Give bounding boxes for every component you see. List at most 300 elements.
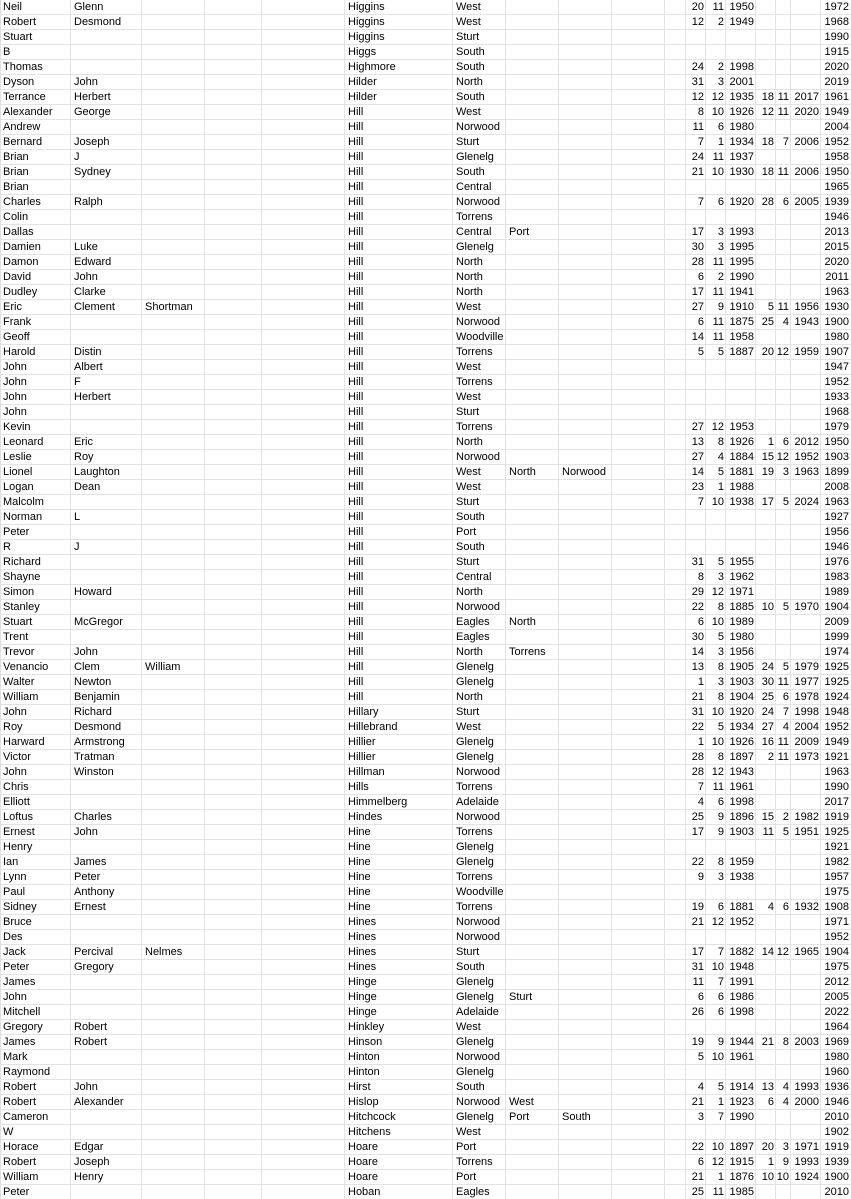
death-day-cell[interactable] — [756, 255, 776, 269]
birth-month-cell[interactable]: 2 — [717, 271, 724, 283]
club-2-cell[interactable] — [506, 1020, 559, 1034]
death-month-cell[interactable] — [776, 420, 791, 434]
birth-year-cell[interactable]: 1980 — [729, 631, 754, 643]
birth-month-cell[interactable]: 3 — [717, 646, 724, 658]
birth-year-cell[interactable]: 1956 — [729, 646, 754, 658]
club-cell[interactable]: Sturt — [456, 136, 480, 148]
surname-cell[interactable]: Hill — [348, 676, 364, 688]
third-name-cell[interactable] — [142, 345, 205, 359]
third-name-cell[interactable] — [142, 840, 205, 854]
club-2-cell[interactable] — [506, 180, 559, 194]
death-month-cell[interactable] — [776, 375, 791, 389]
debut-year-cell[interactable]: 1921 — [824, 751, 849, 763]
death-month-cell[interactable]: 4 — [782, 721, 789, 733]
death-year-cell[interactable]: 2012 — [794, 436, 819, 448]
club-2-cell[interactable]: Port — [509, 226, 530, 238]
surname-cell[interactable]: Hill — [348, 541, 364, 553]
death-day-cell[interactable] — [756, 540, 776, 554]
death-month-cell[interactable] — [776, 630, 791, 644]
surname-cell[interactable]: Hill — [348, 121, 364, 133]
birth-year-cell[interactable]: 1915 — [729, 1156, 754, 1168]
birth-month-cell[interactable] — [706, 510, 726, 524]
club-3-cell[interactable] — [559, 930, 612, 944]
death-year-cell[interactable]: 2006 — [794, 136, 819, 148]
club-3-cell[interactable] — [559, 840, 612, 854]
club-cell[interactable]: Glenelg — [456, 736, 494, 748]
club-cell[interactable]: Sturt — [456, 706, 480, 718]
birth-year-cell[interactable]: 1985 — [729, 1186, 754, 1198]
death-month-cell[interactable] — [776, 30, 791, 44]
debut-year-cell[interactable]: 2011 — [825, 271, 849, 283]
middle-name-cell[interactable]: Dean — [74, 481, 101, 493]
birth-year-cell[interactable] — [726, 180, 756, 194]
club-3-cell[interactable] — [559, 300, 612, 314]
death-month-cell[interactable]: 2 — [782, 811, 789, 823]
third-name-cell[interactable] — [142, 495, 205, 509]
death-day-cell[interactable]: 17 — [761, 496, 774, 508]
death-day-cell[interactable] — [756, 1050, 776, 1064]
birth-year-cell[interactable] — [726, 525, 756, 539]
birth-month-cell[interactable] — [706, 405, 726, 419]
club-2-cell[interactable] — [506, 420, 559, 434]
club-2-cell[interactable] — [506, 975, 559, 989]
club-cell[interactable]: West — [456, 391, 481, 403]
birth-year-cell[interactable]: 1961 — [729, 1051, 754, 1063]
middle-name-cell[interactable]: Glenn — [74, 1, 104, 13]
death-year-cell[interactable] — [791, 990, 821, 1004]
birth-month-cell[interactable]: 5 — [717, 346, 724, 358]
middle-name-cell[interactable]: Alexander — [74, 1096, 124, 1108]
birth-day-cell[interactable]: 21 — [691, 916, 704, 928]
club-cell[interactable]: Sturt — [456, 406, 480, 418]
club-cell[interactable]: Norwood — [456, 811, 501, 823]
first-name-cell[interactable]: Logan — [3, 481, 34, 493]
death-year-cell[interactable] — [791, 225, 821, 239]
death-year-cell[interactable] — [791, 975, 821, 989]
middle-name-cell[interactable]: Anthony — [74, 886, 115, 898]
death-day-cell[interactable] — [756, 15, 776, 29]
club-2-cell[interactable] — [506, 660, 559, 674]
birth-month-cell[interactable]: 8 — [717, 751, 724, 763]
middle-name-cell[interactable]: F — [74, 376, 81, 388]
debut-year-cell[interactable]: 1949 — [824, 736, 849, 748]
third-name-cell[interactable] — [142, 195, 205, 209]
middle-name-cell[interactable] — [71, 930, 142, 944]
club-2-cell[interactable] — [506, 690, 559, 704]
middle-name-cell[interactable]: Peter — [74, 871, 101, 883]
death-month-cell[interactable] — [776, 870, 791, 884]
birth-year-cell[interactable]: 1937 — [729, 151, 754, 163]
middle-name-cell[interactable]: Robert — [74, 1021, 108, 1033]
club-3-cell[interactable] — [559, 240, 612, 254]
death-day-cell[interactable]: 28 — [761, 196, 774, 208]
third-name-cell[interactable] — [142, 615, 205, 629]
birth-day-cell[interactable]: 11 — [692, 976, 704, 988]
debut-year-cell[interactable]: 1965 — [824, 181, 849, 193]
death-month-cell[interactable] — [776, 1050, 791, 1064]
birth-day-cell[interactable]: 14 — [691, 646, 704, 658]
death-month-cell[interactable] — [776, 855, 791, 869]
death-month-cell[interactable]: 5 — [782, 496, 789, 508]
middle-name-cell[interactable]: Howard — [74, 586, 112, 598]
birth-day-cell[interactable]: 21 — [691, 166, 704, 178]
club-cell[interactable]: Torrens — [456, 376, 493, 388]
third-name-cell[interactable] — [142, 1080, 205, 1094]
death-month-cell[interactable]: 12 — [776, 946, 789, 958]
birth-month-cell[interactable]: 12 — [711, 421, 724, 433]
middle-name-cell[interactable] — [71, 495, 142, 509]
death-day-cell[interactable]: 18 — [761, 166, 774, 178]
birth-month-cell[interactable]: 5 — [717, 1081, 724, 1093]
death-year-cell[interactable] — [791, 795, 821, 809]
debut-year-cell[interactable]: 1950 — [824, 436, 849, 448]
third-name-cell[interactable] — [142, 540, 205, 554]
surname-cell[interactable]: Hill — [348, 616, 364, 628]
debut-year-cell[interactable]: 1961 — [824, 91, 849, 103]
third-name-cell[interactable] — [142, 915, 205, 929]
third-name-cell[interactable] — [142, 1140, 205, 1154]
club-3-cell[interactable] — [559, 270, 612, 284]
middle-name-cell[interactable]: Henry — [74, 1171, 104, 1183]
birth-day-cell[interactable]: 7 — [697, 196, 704, 208]
birth-year-cell[interactable] — [726, 885, 756, 899]
debut-year-cell[interactable]: 1946 — [824, 1096, 849, 1108]
third-name-cell[interactable] — [142, 525, 205, 539]
death-day-cell[interactable] — [756, 630, 776, 644]
birth-month-cell[interactable]: 10 — [711, 736, 724, 748]
debut-year-cell[interactable]: 1900 — [824, 1171, 849, 1183]
third-name-cell[interactable] — [142, 30, 205, 44]
third-name-cell[interactable] — [142, 810, 205, 824]
surname-cell[interactable]: Hill — [348, 196, 364, 208]
club-2-cell[interactable] — [506, 525, 559, 539]
club-2-cell[interactable] — [506, 105, 559, 119]
first-name-cell[interactable]: Harward — [3, 736, 45, 748]
club-3-cell[interactable] — [559, 75, 612, 89]
club-2-cell[interactable] — [506, 1155, 559, 1169]
birth-day-cell[interactable]: 4 — [697, 796, 704, 808]
club-cell[interactable]: North — [456, 286, 483, 298]
club-2-cell[interactable] — [506, 195, 559, 209]
third-name-cell[interactable] — [142, 450, 205, 464]
club-3-cell[interactable] — [559, 90, 612, 104]
club-3-cell[interactable] — [559, 1095, 612, 1109]
birth-day-cell[interactable]: 22 — [691, 721, 704, 733]
club-2-cell[interactable] — [506, 120, 559, 134]
club-3-cell[interactable] — [559, 780, 612, 794]
surname-cell[interactable]: Hill — [348, 406, 364, 418]
club-3-cell[interactable] — [559, 1170, 612, 1184]
birth-year-cell[interactable]: 1998 — [729, 61, 754, 73]
first-name-cell[interactable]: Peter — [3, 961, 30, 973]
club-2-cell[interactable] — [506, 735, 559, 749]
death-day-cell[interactable]: 25 — [761, 316, 774, 328]
surname-cell[interactable]: Hines — [348, 931, 377, 943]
birth-month-cell[interactable]: 5 — [717, 721, 724, 733]
birth-year-cell[interactable] — [726, 360, 756, 374]
death-year-cell[interactable] — [791, 540, 821, 554]
death-year-cell[interactable] — [791, 285, 821, 299]
surname-cell[interactable]: Hoare — [348, 1171, 378, 1183]
birth-day-cell[interactable]: 8 — [697, 106, 704, 118]
death-month-cell[interactable]: 5 — [782, 601, 789, 613]
third-name-cell[interactable] — [142, 1020, 205, 1034]
death-day-cell[interactable] — [756, 990, 776, 1004]
birth-month-cell[interactable]: 10 — [711, 1051, 724, 1063]
death-day-cell[interactable]: 16 — [761, 736, 774, 748]
death-month-cell[interactable] — [776, 1005, 791, 1019]
birth-month-cell[interactable]: 3 — [717, 871, 724, 883]
middle-name-cell[interactable] — [71, 210, 142, 224]
death-month-cell[interactable]: 7 — [782, 706, 789, 718]
death-day-cell[interactable] — [756, 780, 776, 794]
birth-day-cell[interactable]: 6 — [697, 616, 704, 628]
club-2-cell[interactable] — [506, 510, 559, 524]
club-2-cell[interactable] — [506, 255, 559, 269]
debut-year-cell[interactable]: 1899 — [824, 466, 849, 478]
death-month-cell[interactable] — [776, 525, 791, 539]
club-2-cell[interactable]: Sturt — [509, 991, 533, 1003]
third-name-cell[interactable]: Nelmes — [145, 946, 183, 958]
middle-name-cell[interactable] — [71, 525, 142, 539]
birth-day-cell[interactable]: 24 — [691, 151, 704, 163]
death-year-cell[interactable] — [791, 150, 821, 164]
club-2-cell[interactable] — [506, 480, 559, 494]
middle-name-cell[interactable]: Edgar — [74, 1141, 104, 1153]
third-name-cell[interactable] — [142, 780, 205, 794]
debut-year-cell[interactable]: 1949 — [824, 106, 849, 118]
club-2-cell[interactable] — [506, 810, 559, 824]
death-month-cell[interactable]: 9 — [782, 1156, 789, 1168]
club-2-cell[interactable] — [506, 270, 559, 284]
club-3-cell[interactable] — [559, 375, 612, 389]
birth-day-cell[interactable] — [686, 1020, 706, 1034]
birth-month-cell[interactable]: 7 — [717, 976, 724, 988]
death-month-cell[interactable] — [776, 75, 791, 89]
death-year-cell[interactable] — [791, 915, 821, 929]
death-month-cell[interactable] — [776, 240, 791, 254]
birth-day-cell[interactable]: 25 — [691, 1186, 704, 1198]
birth-month-cell[interactable]: 11 — [712, 256, 724, 268]
death-day-cell[interactable] — [756, 645, 776, 659]
debut-year-cell[interactable]: 1989 — [824, 586, 849, 598]
birth-month-cell[interactable]: 11 — [712, 151, 724, 163]
debut-year-cell[interactable]: 1921 — [824, 841, 849, 853]
club-2-cell[interactable] — [506, 1065, 559, 1079]
first-name-cell[interactable]: Frank — [3, 316, 32, 328]
birth-month-cell[interactable]: 9 — [717, 301, 724, 313]
debut-year-cell[interactable]: 1900 — [824, 316, 849, 328]
debut-year-cell[interactable]: 1907 — [824, 346, 849, 358]
club-2-cell[interactable] — [506, 90, 559, 104]
birth-day-cell[interactable]: 8 — [697, 571, 704, 583]
club-cell[interactable]: Port — [456, 1141, 477, 1153]
birth-year-cell[interactable]: 1885 — [729, 601, 754, 613]
death-day-cell[interactable]: 30 — [761, 676, 774, 688]
birth-month-cell[interactable]: 7 — [717, 1111, 724, 1123]
middle-name-cell[interactable] — [71, 315, 142, 329]
birth-day-cell[interactable]: 17 — [691, 946, 704, 958]
debut-year-cell[interactable]: 1947 — [824, 361, 849, 373]
surname-cell[interactable]: Hill — [348, 361, 364, 373]
club-3-cell[interactable] — [559, 690, 612, 704]
third-name-cell[interactable] — [142, 735, 205, 749]
club-cell[interactable]: Glenelg — [456, 1036, 494, 1048]
birth-year-cell[interactable]: 1897 — [729, 1141, 754, 1153]
club-cell[interactable]: West — [456, 1126, 481, 1138]
birth-month-cell[interactable]: 6 — [717, 991, 724, 1003]
debut-year-cell[interactable]: 1939 — [824, 1156, 849, 1168]
death-year-cell[interactable]: 2004 — [794, 721, 819, 733]
club-2-cell[interactable] — [506, 30, 559, 44]
third-name-cell[interactable] — [142, 630, 205, 644]
middle-name-cell[interactable]: John — [74, 826, 98, 838]
first-name-cell[interactable]: Dudley — [3, 286, 38, 298]
birth-year-cell[interactable]: 1926 — [729, 106, 754, 118]
birth-year-cell[interactable]: 1998 — [729, 796, 754, 808]
first-name-cell[interactable]: Leonard — [3, 436, 44, 448]
birth-day-cell[interactable] — [686, 525, 706, 539]
birth-year-cell[interactable]: 1903 — [729, 826, 754, 838]
middle-name-cell[interactable]: Robert — [74, 1036, 108, 1048]
death-day-cell[interactable] — [756, 225, 776, 239]
birth-day-cell[interactable]: 22 — [691, 601, 704, 613]
club-2-cell[interactable] — [506, 345, 559, 359]
death-year-cell[interactable] — [791, 855, 821, 869]
third-name-cell[interactable] — [142, 135, 205, 149]
club-3-cell[interactable] — [559, 810, 612, 824]
third-name-cell[interactable] — [142, 675, 205, 689]
club-2-cell[interactable]: North — [509, 466, 536, 478]
birth-month-cell[interactable] — [706, 930, 726, 944]
death-month-cell[interactable] — [776, 765, 791, 779]
surname-cell[interactable]: Hillebrand — [348, 721, 398, 733]
death-day-cell[interactable]: 11 — [762, 826, 774, 838]
death-year-cell[interactable] — [791, 645, 821, 659]
first-name-cell[interactable]: Stanley — [3, 601, 40, 613]
death-year-cell[interactable] — [791, 255, 821, 269]
middle-name-cell[interactable]: Laughton — [74, 466, 120, 478]
third-name-cell[interactable] — [142, 15, 205, 29]
debut-year-cell[interactable]: 1952 — [824, 376, 849, 388]
first-name-cell[interactable]: Lionel — [3, 466, 33, 478]
birth-month-cell[interactable]: 12 — [711, 586, 724, 598]
birth-day-cell[interactable]: 30 — [691, 631, 704, 643]
middle-name-cell[interactable] — [71, 225, 142, 239]
death-month-cell[interactable] — [776, 1185, 791, 1199]
club-2-cell[interactable] — [506, 555, 559, 569]
death-year-cell[interactable]: 1943 — [794, 316, 819, 328]
third-name-cell[interactable] — [142, 885, 205, 899]
club-2-cell[interactable] — [506, 0, 559, 14]
birth-month-cell[interactable]: 8 — [717, 691, 724, 703]
death-year-cell[interactable]: 1979 — [794, 661, 819, 673]
surname-cell[interactable]: Hill — [348, 376, 364, 388]
death-month-cell[interactable] — [776, 180, 791, 194]
debut-year-cell[interactable]: 1976 — [824, 556, 849, 568]
birth-day-cell[interactable] — [686, 930, 706, 944]
death-day-cell[interactable] — [756, 525, 776, 539]
club-3-cell[interactable]: Norwood — [562, 466, 607, 478]
middle-name-cell[interactable]: Tratman — [74, 751, 115, 763]
club-cell[interactable]: North — [456, 691, 483, 703]
debut-year-cell[interactable]: 1975 — [824, 961, 849, 973]
death-day-cell[interactable] — [756, 840, 776, 854]
birth-year-cell[interactable]: 1920 — [729, 706, 754, 718]
first-name-cell[interactable]: Raymond — [3, 1066, 51, 1078]
club-cell[interactable]: Central — [456, 571, 492, 583]
surname-cell[interactable]: Hillier — [348, 751, 376, 763]
club-2-cell[interactable]: North — [509, 616, 536, 628]
death-month-cell[interactable]: 10 — [776, 1171, 789, 1183]
birth-month-cell[interactable]: 10 — [711, 1141, 724, 1153]
birth-month-cell[interactable] — [706, 1125, 726, 1139]
first-name-cell[interactable]: Simon — [3, 586, 35, 598]
death-day-cell[interactable]: 24 — [761, 661, 774, 673]
first-name-cell[interactable]: Charles — [3, 196, 41, 208]
death-day-cell[interactable]: 5 — [767, 301, 774, 313]
third-name-cell[interactable] — [142, 1185, 205, 1199]
death-year-cell[interactable] — [791, 765, 821, 779]
birth-day-cell[interactable]: 27 — [691, 451, 704, 463]
birth-month-cell[interactable]: 7 — [717, 946, 724, 958]
club-cell[interactable]: North — [456, 76, 483, 88]
middle-name-cell[interactable]: Gregory — [74, 961, 114, 973]
first-name-cell[interactable]: William — [3, 1171, 39, 1183]
first-name-cell[interactable]: Des — [3, 931, 23, 943]
birth-month-cell[interactable]: 1 — [717, 481, 724, 493]
debut-year-cell[interactable]: 1999 — [824, 631, 849, 643]
club-3-cell[interactable] — [559, 945, 612, 959]
club-3-cell[interactable] — [559, 615, 612, 629]
death-day-cell[interactable]: 24 — [761, 706, 774, 718]
club-3-cell[interactable] — [559, 285, 612, 299]
birth-day-cell[interactable]: 7 — [697, 781, 704, 793]
first-name-cell[interactable]: Paul — [3, 886, 26, 898]
birth-day-cell[interactable]: 13 — [691, 661, 704, 673]
birth-month-cell[interactable]: 11 — [712, 286, 724, 298]
first-name-cell[interactable]: Lynn — [3, 871, 27, 883]
third-name-cell[interactable] — [142, 585, 205, 599]
first-name-cell[interactable]: John — [3, 706, 27, 718]
death-year-cell[interactable]: 2005 — [794, 196, 819, 208]
club-cell[interactable]: Torrens — [456, 1156, 493, 1168]
death-year-cell[interactable] — [791, 375, 821, 389]
birth-month-cell[interactable]: 1 — [717, 1096, 724, 1108]
birth-year-cell[interactable]: 1875 — [729, 316, 754, 328]
club-cell[interactable]: West — [456, 481, 481, 493]
middle-name-cell[interactable]: Ralph — [74, 196, 103, 208]
surname-cell[interactable]: Hill — [348, 271, 364, 283]
death-day-cell[interactable] — [756, 210, 776, 224]
club-2-cell[interactable] — [506, 1035, 559, 1049]
birth-day-cell[interactable]: 5 — [697, 1051, 704, 1063]
birth-year-cell[interactable]: 1959 — [729, 856, 754, 868]
birth-year-cell[interactable]: 1986 — [729, 991, 754, 1003]
first-name-cell[interactable]: Richard — [3, 556, 41, 568]
club-cell[interactable]: West — [456, 1, 481, 13]
club-3-cell[interactable] — [559, 990, 612, 1004]
third-name-cell[interactable] — [142, 405, 205, 419]
debut-year-cell[interactable]: 1964 — [824, 1021, 849, 1033]
death-year-cell[interactable] — [791, 840, 821, 854]
middle-name-cell[interactable]: Newton — [74, 676, 112, 688]
birth-year-cell[interactable]: 1876 — [729, 1171, 754, 1183]
first-name-cell[interactable]: Norman — [3, 511, 43, 523]
death-day-cell[interactable] — [756, 1065, 776, 1079]
death-day-cell[interactable]: 18 — [761, 136, 774, 148]
surname-cell[interactable]: Hoare — [348, 1141, 378, 1153]
